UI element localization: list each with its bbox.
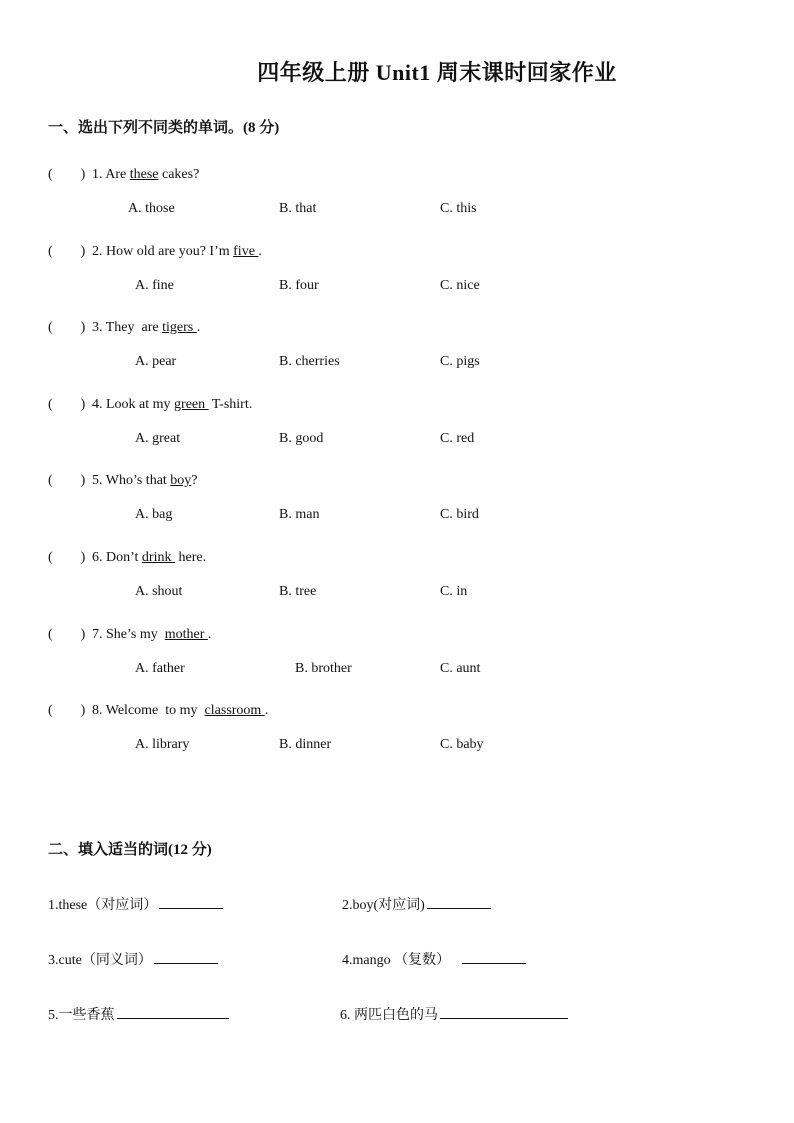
underlined-word: drink bbox=[141, 550, 175, 565]
option-b: B. dinner bbox=[279, 737, 332, 752]
option-b: B. good bbox=[279, 431, 324, 446]
fill-item-2 bbox=[342, 894, 491, 914]
section-2-heading: 二、填入适当的词(12 分) bbox=[48, 842, 212, 858]
question-text-end: . bbox=[264, 703, 269, 718]
question-row bbox=[48, 699, 268, 719]
option-a: A. shout bbox=[135, 584, 183, 599]
question-text-end: here. bbox=[174, 550, 207, 565]
question-text: 3. They are bbox=[92, 320, 163, 335]
question-text: 1. Are bbox=[92, 167, 130, 182]
answer-parentheses[interactable]: ( ) bbox=[48, 550, 86, 565]
answer-blank[interactable] bbox=[440, 1004, 568, 1019]
answer-blank[interactable] bbox=[427, 894, 491, 909]
option-a: A. bag bbox=[135, 507, 173, 522]
underlined-word: boy bbox=[170, 473, 192, 488]
answer-parentheses[interactable]: ( ) bbox=[48, 320, 86, 335]
fill-item-6 bbox=[340, 1004, 568, 1024]
question-row bbox=[48, 163, 199, 183]
option-b: B. cherries bbox=[279, 354, 340, 369]
option-c: C. red bbox=[440, 431, 475, 446]
fill-item-label: 5.一些香蕉 bbox=[48, 1008, 115, 1023]
option-c: C. bird bbox=[440, 507, 479, 522]
fill-item-label: 6. 两匹白色的马 bbox=[340, 1008, 438, 1023]
option-a: A. fine bbox=[135, 278, 174, 293]
option-a: A. those bbox=[128, 201, 175, 216]
question-text-end: . bbox=[207, 627, 212, 642]
question-text-end: . bbox=[196, 320, 201, 335]
option-c: C. aunt bbox=[440, 661, 481, 676]
option-c: C. baby bbox=[440, 737, 484, 752]
question-text: 4. Look at my bbox=[92, 397, 175, 412]
answer-parentheses[interactable]: ( ) bbox=[48, 397, 86, 412]
answer-parentheses[interactable]: ( ) bbox=[48, 627, 86, 642]
answer-blank[interactable] bbox=[117, 1004, 229, 1019]
fill-item-3 bbox=[48, 949, 218, 969]
underlined-word: these bbox=[129, 167, 159, 182]
option-c: C. nice bbox=[440, 278, 480, 293]
option-b: B. four bbox=[279, 278, 319, 293]
question-row bbox=[48, 469, 198, 489]
fill-item-1 bbox=[48, 894, 223, 914]
answer-parentheses[interactable]: ( ) bbox=[48, 244, 86, 259]
answer-blank[interactable] bbox=[154, 949, 218, 964]
question-text: 5. Who’s that bbox=[92, 473, 171, 488]
section-1-heading: 一、选出下列不同类的单词。(8 分) bbox=[48, 120, 280, 136]
answer-parentheses[interactable]: ( ) bbox=[48, 703, 86, 718]
question-text: 8. Welcome to my bbox=[92, 703, 205, 718]
fill-item-label: 2.boy(对应词) bbox=[342, 898, 425, 913]
question-text: 6. Don’t bbox=[92, 550, 142, 565]
option-a: A. father bbox=[135, 661, 185, 676]
option-c: C. in bbox=[440, 584, 468, 599]
question-text-end: . bbox=[258, 244, 262, 259]
question-text-end: T-shirt. bbox=[208, 397, 253, 412]
option-a: A. library bbox=[135, 737, 190, 752]
question-text: 2. How old are you? I’m bbox=[92, 244, 234, 259]
underlined-word: five bbox=[233, 244, 259, 259]
fill-item-label: 3.cute（同义词） bbox=[48, 953, 152, 968]
question-row bbox=[48, 316, 200, 336]
option-a: A. pear bbox=[135, 354, 177, 369]
question-row bbox=[48, 623, 211, 643]
underlined-word: classroom bbox=[204, 703, 265, 718]
fill-item-4 bbox=[342, 949, 526, 969]
underlined-word: mother bbox=[164, 627, 208, 642]
answer-parentheses[interactable]: ( ) bbox=[48, 473, 86, 488]
option-b: B. tree bbox=[279, 584, 317, 599]
question-row bbox=[48, 240, 262, 260]
underlined-word: green bbox=[174, 397, 209, 412]
answer-parentheses[interactable]: ( ) bbox=[48, 167, 86, 182]
answer-blank[interactable] bbox=[462, 949, 526, 964]
option-b: B. man bbox=[279, 507, 320, 522]
option-c: C. pigs bbox=[440, 354, 480, 369]
fill-item-5 bbox=[48, 1004, 229, 1024]
fill-item-label: 4.mango （复数） bbox=[342, 953, 451, 968]
option-b: B. brother bbox=[295, 661, 352, 676]
question-text: 7. She’s my bbox=[92, 627, 165, 642]
option-c: C. this bbox=[440, 201, 477, 216]
option-b: B. that bbox=[279, 201, 317, 216]
question-text-end: cakes? bbox=[158, 167, 200, 182]
question-row bbox=[48, 546, 206, 566]
answer-blank[interactable] bbox=[159, 894, 223, 909]
page-title: 四年级上册 Unit1 周末课时回家作业 bbox=[257, 60, 617, 85]
question-text-end: ? bbox=[191, 473, 198, 488]
question-row bbox=[48, 393, 252, 413]
underlined-word: tigers bbox=[162, 320, 197, 335]
fill-item-label: 1.these（对应词） bbox=[48, 898, 158, 913]
option-a: A. great bbox=[135, 431, 181, 446]
